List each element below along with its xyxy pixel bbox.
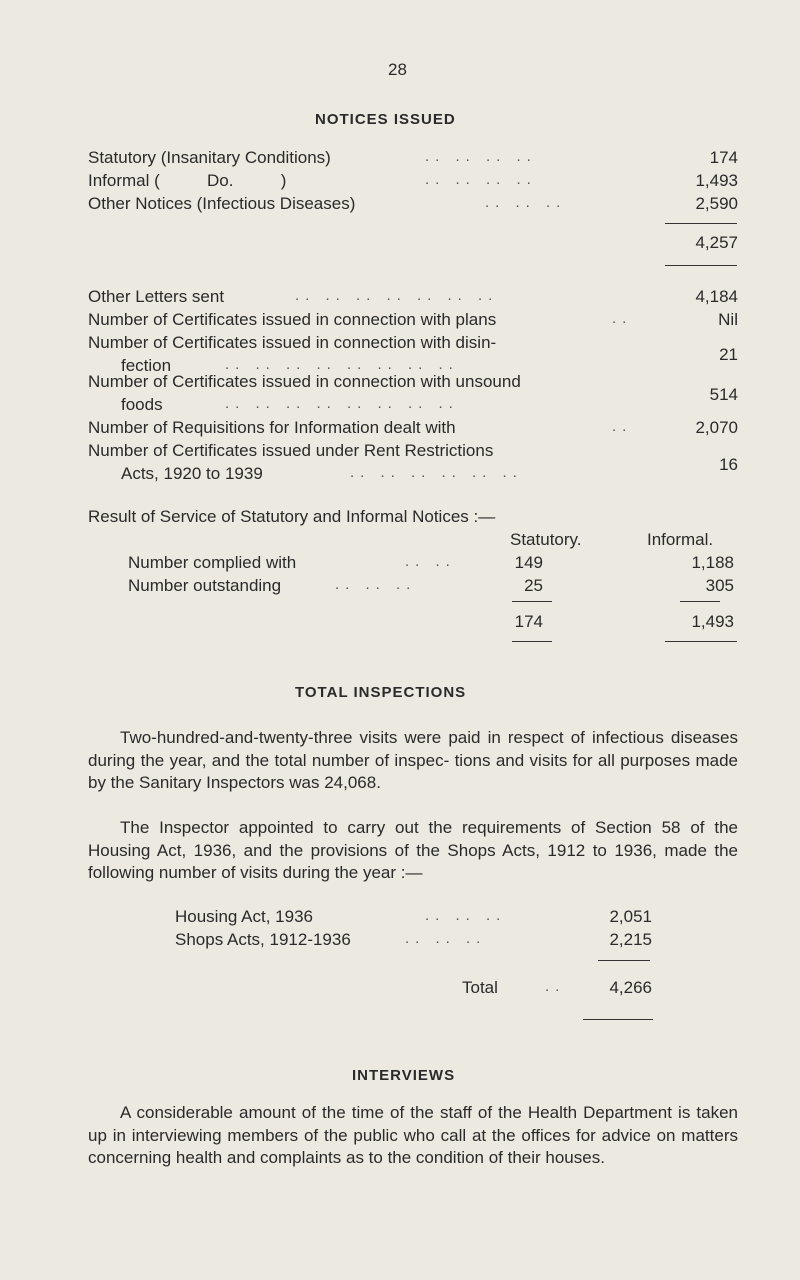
plans-cert-value: Nil (718, 310, 738, 329)
leader-dots: .. .. .. .. (425, 148, 537, 165)
notice-value-other: 2,590 (695, 194, 738, 213)
foods-cert-label: Number of Certificates issued in connection with unsound (88, 372, 521, 391)
outstanding-label: Number outstanding (128, 576, 282, 595)
notice-label-informal: Informal ( Do. ) (88, 171, 287, 190)
leader-dots: .. .. .. .. (425, 171, 537, 188)
rule-line (680, 601, 720, 602)
total-informal: 1,493 (691, 612, 734, 631)
housing-act-label: Housing Act, 1936 (175, 907, 313, 926)
leader-dots: .. (545, 978, 566, 995)
leader-dots: .. (612, 310, 633, 327)
rule-line (665, 641, 737, 642)
shops-acts-label: Shops Acts, 1912-1936 (175, 930, 351, 949)
interviews-heading: INTERVIEWS (352, 1067, 456, 1084)
disinfection-cert-label: Number of Certificates issued in connection with disin- (88, 333, 497, 352)
leader-dots: .. (612, 418, 633, 435)
foods-cert-value: 514 (709, 385, 738, 404)
rent-cert-label: Number of Certificates issued under Rent Restrictions (88, 441, 494, 460)
outstanding-informal: 305 (705, 576, 734, 595)
notice-label-other: Other Notices (Infectious Diseases) (88, 194, 356, 213)
notices-issued-heading: NOTICES ISSUED (315, 111, 456, 128)
interviews-paragraph: A considerable amount of the time of the staff of the Health Department is taken up in interviewing members of the public who call at the offices for advice on matters concerning health and complaints as to the condition of their houses. (88, 1103, 738, 1167)
notice-value-informal: 1,493 (695, 171, 738, 190)
shops-acts-value: 2,215 (609, 930, 652, 949)
plans-cert-label: Number of Certificates issued in connection with plans (88, 310, 497, 329)
complied-informal: 1,188 (691, 553, 734, 572)
requisitions-value: 2,070 (695, 418, 738, 437)
total-inspections-heading: TOTAL INSPECTIONS (295, 684, 467, 701)
rule-line (665, 223, 737, 224)
other-letters-value: 4,184 (695, 287, 738, 306)
leader-dots: .. .. (405, 553, 456, 570)
rule-line (598, 960, 650, 961)
leader-dots: .. .. .. .. .. .. (350, 464, 523, 481)
notice-value-statutory: 174 (709, 148, 738, 167)
rule-line (583, 1019, 653, 1020)
notice-label-statutory: Statutory (Insanitary Conditions) (88, 148, 331, 167)
requisitions-label: Number of Requisitions for Information dealt with (88, 418, 456, 437)
rent-cert-label-cont: Acts, 1920 to 1939 (121, 464, 263, 483)
leader-dots: .. .. .. .. .. .. .. .. (225, 356, 459, 373)
leader-dots: .. .. .. (335, 576, 417, 593)
leader-dots: .. .. .. .. .. .. .. .. (225, 395, 459, 412)
col-informal-header: Informal. (647, 530, 714, 549)
leader-dots: .. .. .. (425, 907, 507, 924)
inspections-total-value: 4,266 (609, 978, 652, 997)
foods-cert-label-cont: foods (121, 395, 163, 414)
notices-total: 4,257 (695, 233, 738, 252)
rule-line (512, 601, 552, 602)
page-number: 28 (388, 60, 407, 79)
result-heading: Result of Service of Statutory and Informal Notices :— (88, 507, 496, 526)
inspections-total-label: Total (462, 978, 498, 997)
rule-line (512, 641, 552, 642)
housing-act-value: 2,051 (609, 907, 652, 926)
disinfection-cert-label-cont: fection (121, 356, 172, 375)
disinfection-cert-value: 21 (719, 345, 738, 364)
total-statutory: 174 (514, 612, 543, 631)
leader-dots: .. .. .. .. .. .. .. (295, 287, 499, 304)
complied-statutory: 149 (514, 553, 543, 572)
leader-dots: .. .. .. (405, 930, 487, 947)
inspections-paragraph-1: Two-hundred-and-twenty-three visits were paid in respect of infectious diseases during the year, and the total number of inspec- tions and visits for all purposes made by the Sanitary Inspectors was 24,068. (88, 728, 738, 792)
leader-dots: .. .. .. (485, 194, 567, 211)
rent-cert-value: 16 (719, 455, 738, 474)
other-letters-label: Other Letters sent (88, 287, 225, 306)
outstanding-statutory: 25 (524, 576, 543, 595)
col-statutory-header: Statutory. (510, 530, 582, 549)
rule-line (665, 265, 737, 266)
inspections-paragraph-2: The Inspector appointed to carry out the requirements of Section 58 of the Housing Act, 1936, and the provisions of the Shops Acts, 1912 to 1936, made the following number of visits during the year :— (88, 818, 738, 882)
complied-label: Number complied with (128, 553, 297, 572)
